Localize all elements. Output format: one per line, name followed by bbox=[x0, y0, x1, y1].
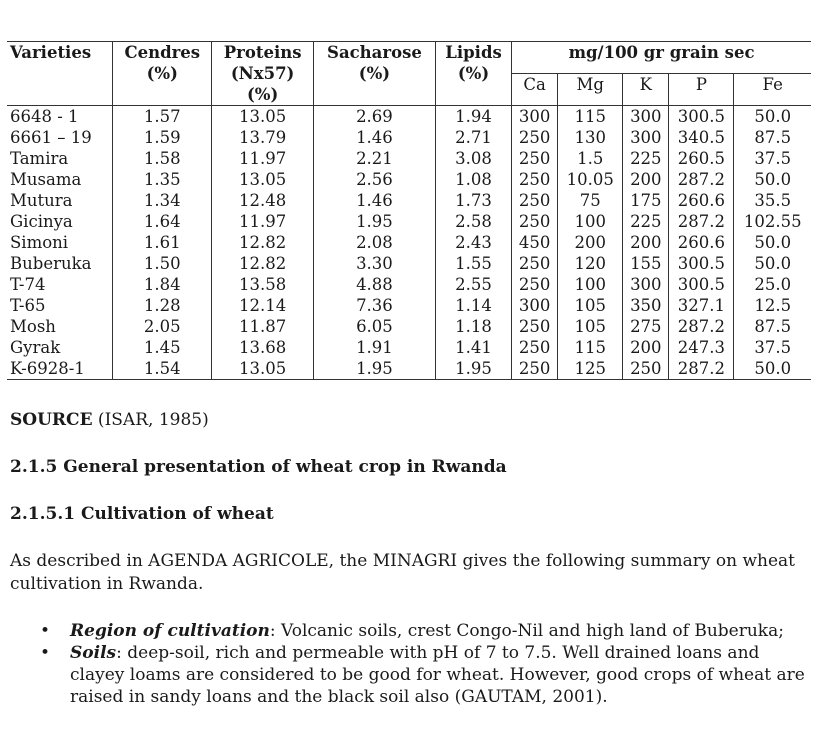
cell-p: 260.6 bbox=[669, 232, 734, 253]
cell-mg: 115 bbox=[558, 337, 623, 358]
cell-mg: 120 bbox=[558, 253, 623, 274]
cell-k: 155 bbox=[623, 253, 669, 274]
table-body bbox=[7, 106, 811, 380]
cell-variety: T-74 bbox=[10, 275, 46, 294]
cell-fe: 50.0 bbox=[734, 232, 811, 253]
col-lipids-label: Lipids bbox=[445, 43, 502, 62]
col-sacharose-unit: (%) bbox=[358, 64, 391, 83]
cell-proteins: 12.14 bbox=[212, 295, 314, 316]
cell-cendres: 1.34 bbox=[113, 190, 212, 211]
cell-lipids: 1.08 bbox=[435, 169, 511, 190]
bullet-list bbox=[10, 620, 810, 708]
cell-variety: Musama bbox=[10, 170, 82, 189]
subsection-heading: 2.1.5.1 Cultivation of wheat bbox=[10, 504, 274, 524]
col-proteins-label: Proteins bbox=[223, 43, 302, 62]
col-varieties-label: Varieties bbox=[10, 43, 92, 62]
cell-fe: 37.5 bbox=[734, 148, 811, 169]
cell-lipids: 1.18 bbox=[435, 316, 511, 337]
cell-cendres: 1.61 bbox=[113, 232, 212, 253]
cell-cendres: 1.64 bbox=[113, 211, 212, 232]
cell-mg: 105 bbox=[558, 295, 623, 316]
cell-sacharose: 1.91 bbox=[313, 337, 435, 358]
cell-sacharose: 2.08 bbox=[313, 232, 435, 253]
cell-ca: 300 bbox=[512, 295, 558, 316]
cell-lipids: 2.58 bbox=[435, 211, 511, 232]
cell-sacharose: 1.95 bbox=[313, 358, 435, 380]
cell-p: 300.5 bbox=[669, 106, 734, 128]
cell-variety: 6661 – 19 bbox=[10, 128, 92, 147]
cell-cendres: 1.84 bbox=[113, 274, 212, 295]
cell-ca: 250 bbox=[512, 148, 558, 169]
cell-proteins: 12.82 bbox=[212, 253, 314, 274]
cell-k: 350 bbox=[623, 295, 669, 316]
cell-proteins: 13.05 bbox=[212, 358, 314, 380]
cell-p: 340.5 bbox=[669, 127, 734, 148]
table-row bbox=[7, 148, 811, 169]
cell-fe: 37.5 bbox=[734, 337, 811, 358]
cell-sacharose: 3.30 bbox=[313, 253, 435, 274]
cell-k: 275 bbox=[623, 316, 669, 337]
cell-mg: 75 bbox=[558, 190, 623, 211]
cell-sacharose: 1.95 bbox=[313, 211, 435, 232]
bullet-dot: • bbox=[40, 621, 51, 641]
table-row bbox=[7, 106, 811, 128]
cell-fe: 50.0 bbox=[734, 253, 811, 274]
source-line bbox=[10, 410, 209, 430]
cell-lipids: 1.94 bbox=[435, 106, 511, 128]
bullet-text: Volcanic soils, crest Congo-Nil and high land of Buberuka; bbox=[281, 621, 784, 641]
cell-cendres: 2.05 bbox=[113, 316, 212, 337]
col-k: K bbox=[623, 74, 669, 106]
cell-mg: 100 bbox=[558, 274, 623, 295]
col-proteins bbox=[212, 42, 314, 106]
col-lipids-unit: (%) bbox=[457, 64, 490, 83]
cell-ca: 450 bbox=[512, 232, 558, 253]
source-text: (ISAR, 1985) bbox=[92, 410, 209, 430]
cell-p: 247.3 bbox=[669, 337, 734, 358]
cell-ca: 300 bbox=[512, 106, 558, 128]
bullet-sep: : bbox=[116, 643, 128, 663]
cell-k: 300 bbox=[623, 127, 669, 148]
cell-p: 300.5 bbox=[669, 253, 734, 274]
cell-k: 175 bbox=[623, 190, 669, 211]
cell-mg: 130 bbox=[558, 127, 623, 148]
table-row bbox=[7, 337, 811, 358]
table-row bbox=[7, 358, 811, 380]
cell-ca: 250 bbox=[512, 190, 558, 211]
cell-ca: 250 bbox=[512, 274, 558, 295]
col-lipids bbox=[435, 42, 511, 106]
cell-proteins: 11.97 bbox=[212, 211, 314, 232]
cell-k: 200 bbox=[623, 169, 669, 190]
table-row bbox=[7, 211, 811, 232]
cell-k: 225 bbox=[623, 148, 669, 169]
table-row bbox=[7, 253, 811, 274]
bullet-item bbox=[10, 620, 810, 642]
cell-k: 250 bbox=[623, 358, 669, 380]
bullet-item bbox=[10, 642, 810, 708]
cell-sacharose: 1.46 bbox=[313, 190, 435, 211]
cell-cendres: 1.28 bbox=[113, 295, 212, 316]
col-sacharose-label: Sacharose bbox=[327, 43, 422, 62]
cell-fe: 50.0 bbox=[734, 169, 811, 190]
table-row bbox=[7, 316, 811, 337]
cell-ca: 250 bbox=[512, 337, 558, 358]
col-varieties bbox=[7, 42, 113, 106]
cell-sacharose: 2.69 bbox=[313, 106, 435, 128]
col-mineral-group: mg/100 gr grain sec bbox=[512, 42, 811, 74]
bullet-label: Region of cultivation bbox=[70, 621, 270, 641]
cell-p: 260.5 bbox=[669, 148, 734, 169]
col-cendres-label: Cendres bbox=[124, 43, 201, 62]
table-row bbox=[7, 190, 811, 211]
cell-cendres: 1.45 bbox=[113, 337, 212, 358]
cell-cendres: 1.50 bbox=[113, 253, 212, 274]
cell-sacharose: 2.56 bbox=[313, 169, 435, 190]
cell-lipids: 2.71 bbox=[435, 127, 511, 148]
cell-variety: Gicinya bbox=[10, 212, 73, 231]
cell-mg: 10.05 bbox=[558, 169, 623, 190]
col-sacharose bbox=[313, 42, 435, 106]
col-cendres bbox=[113, 42, 212, 106]
bullet-sep: : bbox=[269, 621, 281, 641]
table-row bbox=[7, 232, 811, 253]
col-proteins-unit1: (Nx57) bbox=[230, 64, 295, 83]
cell-ca: 250 bbox=[512, 127, 558, 148]
nutrient-table bbox=[7, 41, 811, 380]
cell-proteins: 13.05 bbox=[212, 106, 314, 128]
cell-cendres: 1.35 bbox=[113, 169, 212, 190]
cell-proteins: 13.79 bbox=[212, 127, 314, 148]
cell-variety: Mosh bbox=[10, 317, 56, 336]
intro-paragraph: As described in AGENDA AGRICOLE, the MINAGRI gives the following summary on wheat cultivation in Rwanda. bbox=[10, 551, 795, 594]
bullet-text: deep-soil, rich and permeable with pH of 7 to 7.5. Well drained loans and clayey loams are considered to be good for wheat. However, good crops of wheat are raised in sandy loans and the black soil also (GAUTAM, 2001). bbox=[70, 643, 805, 707]
cell-fe: 50.0 bbox=[734, 106, 811, 128]
source-label: SOURCE bbox=[10, 410, 93, 430]
cell-variety: Mutura bbox=[10, 191, 73, 210]
cell-mg: 105 bbox=[558, 316, 623, 337]
cell-sacharose: 4.88 bbox=[313, 274, 435, 295]
cell-fe: 102.55 bbox=[734, 211, 811, 232]
cell-mg: 115 bbox=[558, 106, 623, 128]
cell-cendres: 1.57 bbox=[113, 106, 212, 128]
col-mg: Mg bbox=[558, 74, 623, 106]
table-row bbox=[7, 274, 811, 295]
cell-variety: Buberuka bbox=[10, 254, 92, 273]
cell-lipids: 1.73 bbox=[435, 190, 511, 211]
bullet-dot: • bbox=[40, 643, 51, 663]
cell-ca: 250 bbox=[512, 211, 558, 232]
cell-lipids: 1.95 bbox=[435, 358, 511, 380]
section-heading: 2.1.5 General presentation of wheat crop in Rwanda bbox=[10, 457, 507, 477]
cell-k: 200 bbox=[623, 232, 669, 253]
cell-k: 225 bbox=[623, 211, 669, 232]
cell-k: 300 bbox=[623, 274, 669, 295]
cell-mg: 200 bbox=[558, 232, 623, 253]
cell-variety: K-6928-1 bbox=[7, 358, 113, 380]
cell-variety: Gyrak bbox=[10, 338, 61, 357]
cell-fe: 12.5 bbox=[734, 295, 811, 316]
table-row bbox=[7, 295, 811, 316]
cell-lipids: 1.55 bbox=[435, 253, 511, 274]
cell-cendres: 1.59 bbox=[113, 127, 212, 148]
cell-variety: Tamira bbox=[10, 149, 69, 168]
cell-cendres: 1.58 bbox=[113, 148, 212, 169]
table-header-row bbox=[7, 42, 811, 74]
cell-fe: 87.5 bbox=[734, 127, 811, 148]
col-proteins-unit2: (%) bbox=[246, 85, 279, 104]
cell-sacharose: 1.46 bbox=[313, 127, 435, 148]
cell-proteins: 12.48 bbox=[212, 190, 314, 211]
cell-lipids: 2.43 bbox=[435, 232, 511, 253]
cell-lipids: 1.14 bbox=[435, 295, 511, 316]
col-fe: Fe bbox=[734, 74, 811, 106]
col-ca: Ca bbox=[512, 74, 558, 106]
cell-p: 287.2 bbox=[669, 316, 734, 337]
cell-variety: 6648 - 1 bbox=[7, 106, 113, 128]
cell-variety: Simoni bbox=[10, 233, 69, 252]
cell-k: 200 bbox=[623, 337, 669, 358]
col-cendres-unit: (%) bbox=[146, 64, 178, 83]
cell-fe: 25.0 bbox=[734, 274, 811, 295]
cell-mg: 1.5 bbox=[558, 148, 623, 169]
cell-p: 300.5 bbox=[669, 274, 734, 295]
cell-sacharose: 6.05 bbox=[313, 316, 435, 337]
cell-p: 327.1 bbox=[669, 295, 734, 316]
cell-k: 300 bbox=[623, 106, 669, 128]
cell-cendres: 1.54 bbox=[113, 358, 212, 380]
cell-fe: 35.5 bbox=[734, 190, 811, 211]
table-row bbox=[7, 169, 811, 190]
cell-fe: 87.5 bbox=[734, 316, 811, 337]
cell-proteins: 11.87 bbox=[212, 316, 314, 337]
cell-lipids: 2.55 bbox=[435, 274, 511, 295]
cell-sacharose: 7.36 bbox=[313, 295, 435, 316]
cell-ca: 250 bbox=[512, 169, 558, 190]
cell-lipids: 3.08 bbox=[435, 148, 511, 169]
cell-proteins: 13.05 bbox=[212, 169, 314, 190]
cell-mg: 100 bbox=[558, 211, 623, 232]
cell-proteins: 13.68 bbox=[212, 337, 314, 358]
col-p: P bbox=[669, 74, 734, 106]
cell-mg: 125 bbox=[558, 358, 623, 380]
cell-lipids: 1.41 bbox=[435, 337, 511, 358]
bullet-label: Soils bbox=[70, 643, 117, 663]
table-row bbox=[7, 127, 811, 148]
cell-sacharose: 2.21 bbox=[313, 148, 435, 169]
cell-p: 287.2 bbox=[669, 358, 734, 380]
cell-variety: T-65 bbox=[10, 296, 46, 315]
cell-p: 260.6 bbox=[669, 190, 734, 211]
cell-p: 287.2 bbox=[669, 211, 734, 232]
cell-fe: 50.0 bbox=[734, 358, 811, 380]
cell-proteins: 13.58 bbox=[212, 274, 314, 295]
cell-proteins: 11.97 bbox=[212, 148, 314, 169]
cell-ca: 250 bbox=[512, 358, 558, 380]
cell-ca: 250 bbox=[512, 316, 558, 337]
cell-p: 287.2 bbox=[669, 169, 734, 190]
cell-proteins: 12.82 bbox=[212, 232, 314, 253]
cell-ca: 250 bbox=[512, 253, 558, 274]
